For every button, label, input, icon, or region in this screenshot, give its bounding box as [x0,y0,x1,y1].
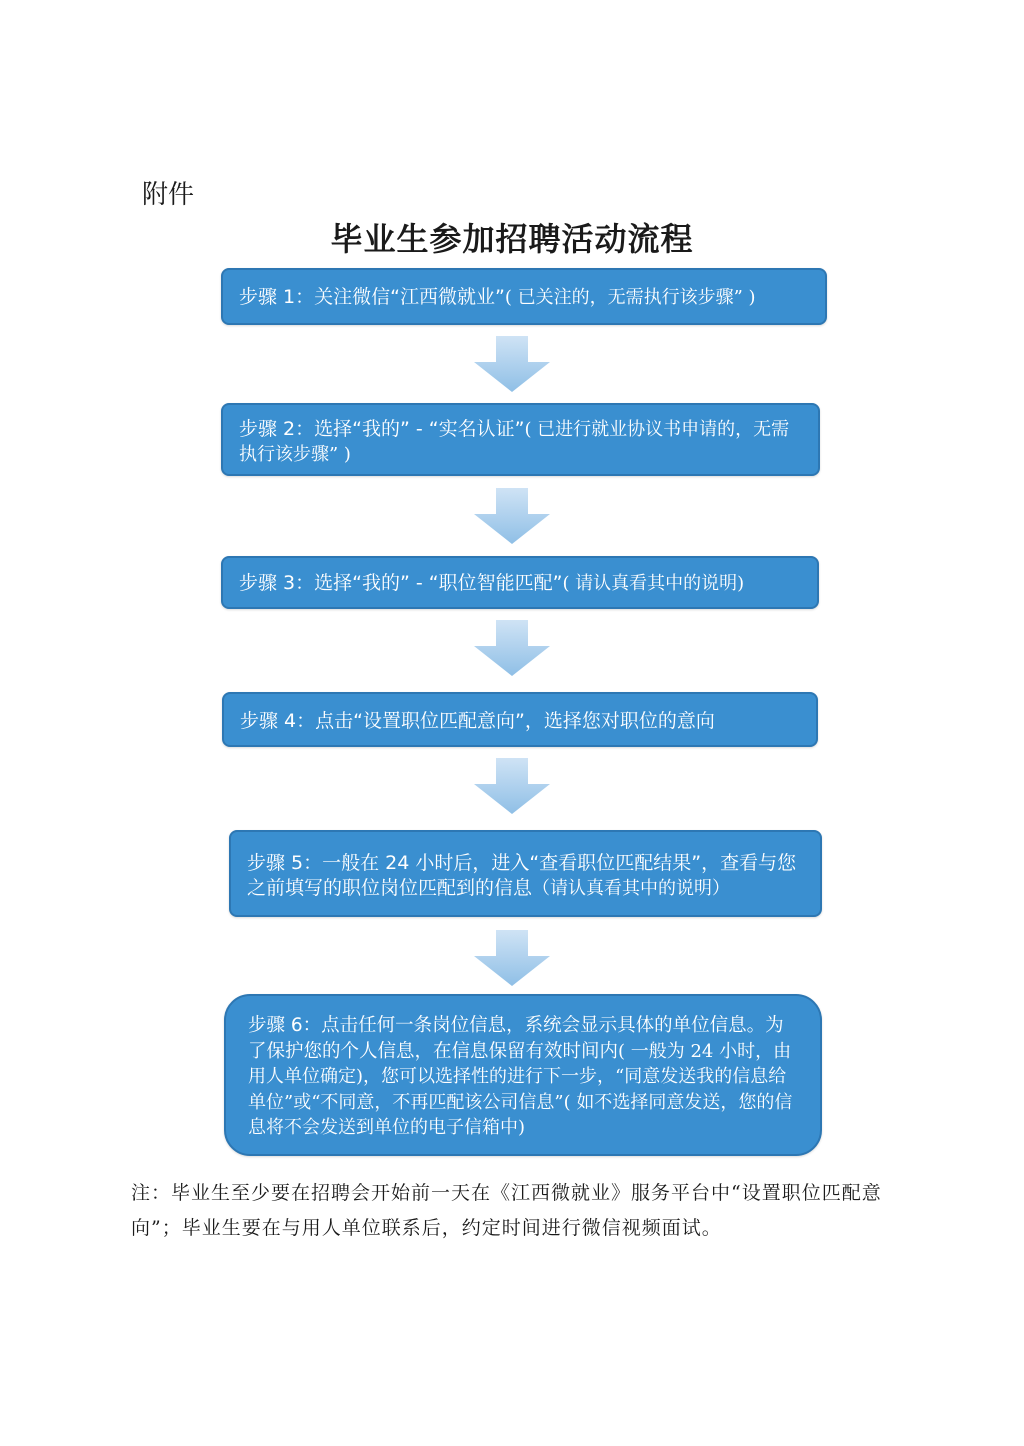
step-2-text: 步骤 2：选择“我的” - “实名认证” [239,418,525,440]
step-2-note: ( 已进行就业协议书申请的，无需执行该步骤” ) [239,419,790,465]
down-arrow-icon [472,336,552,392]
footnote: 注：毕业生至少要在招聘会开始前一天在《江西微就业》服务平台中“设置职位匹配意向”；毕业生要在与用人单位联系后，约定时间进行微信视频面试。 [131,1182,882,1239]
step-4-box [222,692,818,747]
step-1-text: 步骤 1：关注微信“江西微就业” [239,286,505,308]
step-6-text: 步骤 6：点击任何一条岗位信息，系统会显示具体的单位信息。为了保护您的个人信息，在信息保留有效时间内 [248,1015,784,1062]
step-3-note: ( 请认真看其中的说明) [562,573,745,594]
step-5-note: （请认真看其中的说明） [532,878,731,899]
step-1-note: ( 已关注的，无需执行该步骤” ) [504,287,756,308]
step-5-box [229,830,822,917]
step-5-text: 步骤 5：一般在 24 小时后，进入“查看职位匹配结果”，查看与您之前填写的职位岗位匹配到的信息 [247,852,797,899]
down-arrow-icon [472,758,552,814]
step-6-note: ( 一般为 24 小时，由用人单位确定)，您可以选择性的进行下一步，“同意发送我的信息给单位”或“不同意，不再匹配该公司信息”( 如不选择同意发送，您的信息将不会发送到单位的电子信箱中) [248,1040,793,1138]
step-6-box [224,994,822,1156]
down-arrow-icon [472,488,552,544]
down-arrow-icon [472,620,552,676]
step-1-box [221,268,827,325]
step-4-text: 步骤 4：点击“设置职位匹配意向”，选择您对职位的意向 [240,710,715,732]
step-2-box [221,403,820,476]
down-arrow-icon [472,930,552,986]
document-title: 毕业生参加招聘活动流程 [330,220,694,258]
attachment-label: 附件 [142,180,195,210]
step-3-box [221,556,819,609]
step-3-text: 步骤 3：选择“我的” - “职位智能匹配” [239,572,563,594]
